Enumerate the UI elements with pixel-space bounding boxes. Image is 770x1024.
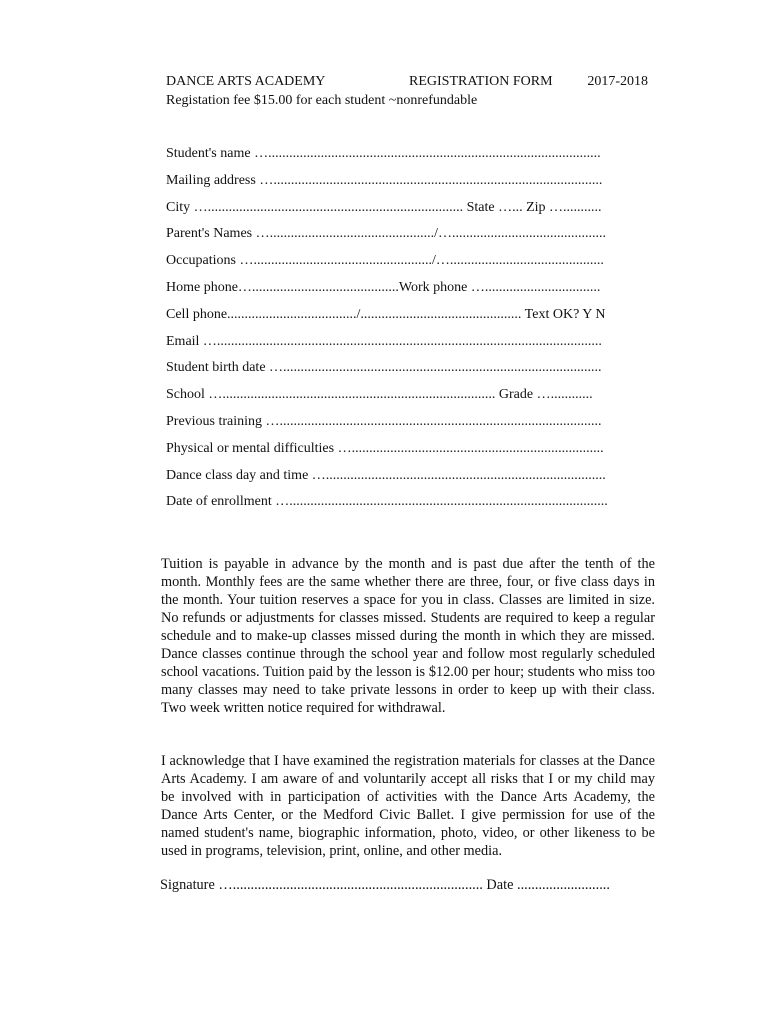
school-grade-field[interactable]: School ….............................................................................. Grade …............ bbox=[166, 387, 593, 403]
mailing-address-field[interactable]: Mailing address ….............................................................................................. bbox=[166, 172, 603, 188]
fee-note: Registation fee $15.00 for each student ~nonrefundable bbox=[166, 93, 478, 108]
school-year: 2017-2018 bbox=[587, 74, 648, 89]
signature-date-line[interactable]: Signature …...................................................................... Date .......................... bbox=[160, 877, 610, 893]
city-state-zip-field[interactable]: City …......................................................................... State …... Zip …........... bbox=[166, 199, 602, 215]
class-day-time-field[interactable]: Dance class day and time …................................................................................ bbox=[166, 467, 606, 483]
home-work-phone-field[interactable]: Home phone…..........................................Work phone …................................. bbox=[166, 279, 601, 295]
academy-title: DANCE ARTS ACADEMY bbox=[166, 74, 326, 89]
tuition-paragraph: Tuition is payable in advance by the month and is past due after the tenth of the month. Monthly fees are the same whether there are three, four, or five class days in the month. Your tuition reserves a space for you in class. Classes are limited in size. No refunds or adjustments for classes missed. Students are required to keep a regular schedule and to make-up classes missed during the month in which they are missed. Dance classes continue through the school year and follow most regularly scheduled school vacations. Tuition paid by the lesson is $12.00 per hour; students who miss too many classes may need to take private lessons in order to keep up with their class. Two week written notice required for withdrawal. bbox=[161, 556, 655, 716]
difficulties-field[interactable]: Physical or mental difficulties …........................................................................ bbox=[166, 440, 604, 456]
form-label: REGISTRATION FORM bbox=[409, 74, 553, 89]
acknowledgement-paragraph: I acknowledge that I have examined the registration materials for classes at the Dance Arts Academy. I am aware of and voluntarily accept all risks that I or my child may be involved with in participation of activities with the Dance Arts Academy, the Dance Arts Center, or the Medford Civic Ballet. I give permission for use of the named student's name, biographic information, photo, video, or other likeness to be used in programs, television, print, online, and other media. bbox=[161, 753, 655, 859]
enrollment-date-field[interactable]: Date of enrollment …........................................................................................... bbox=[166, 494, 608, 510]
cell-phone-field[interactable]: Cell phone...................................../.............................................. Text OK? Y N bbox=[166, 306, 606, 322]
parents-names-field[interactable]: Parent's Names ….............................................../…............................................ bbox=[166, 226, 607, 242]
student-name-field[interactable]: Student's name …............................................................................................... bbox=[166, 146, 601, 161]
email-field[interactable]: Email ….............................................................................................................. bbox=[166, 333, 602, 349]
previous-training-field[interactable]: Previous training …............................................................................................ bbox=[166, 413, 602, 429]
birth-date-field[interactable]: Student birth date …........................................................................................... bbox=[166, 360, 602, 376]
form-header bbox=[166, 74, 648, 109]
occupations-field[interactable]: Occupations ….................................................../…............................................ bbox=[166, 253, 604, 269]
registration-fields bbox=[166, 145, 646, 520]
